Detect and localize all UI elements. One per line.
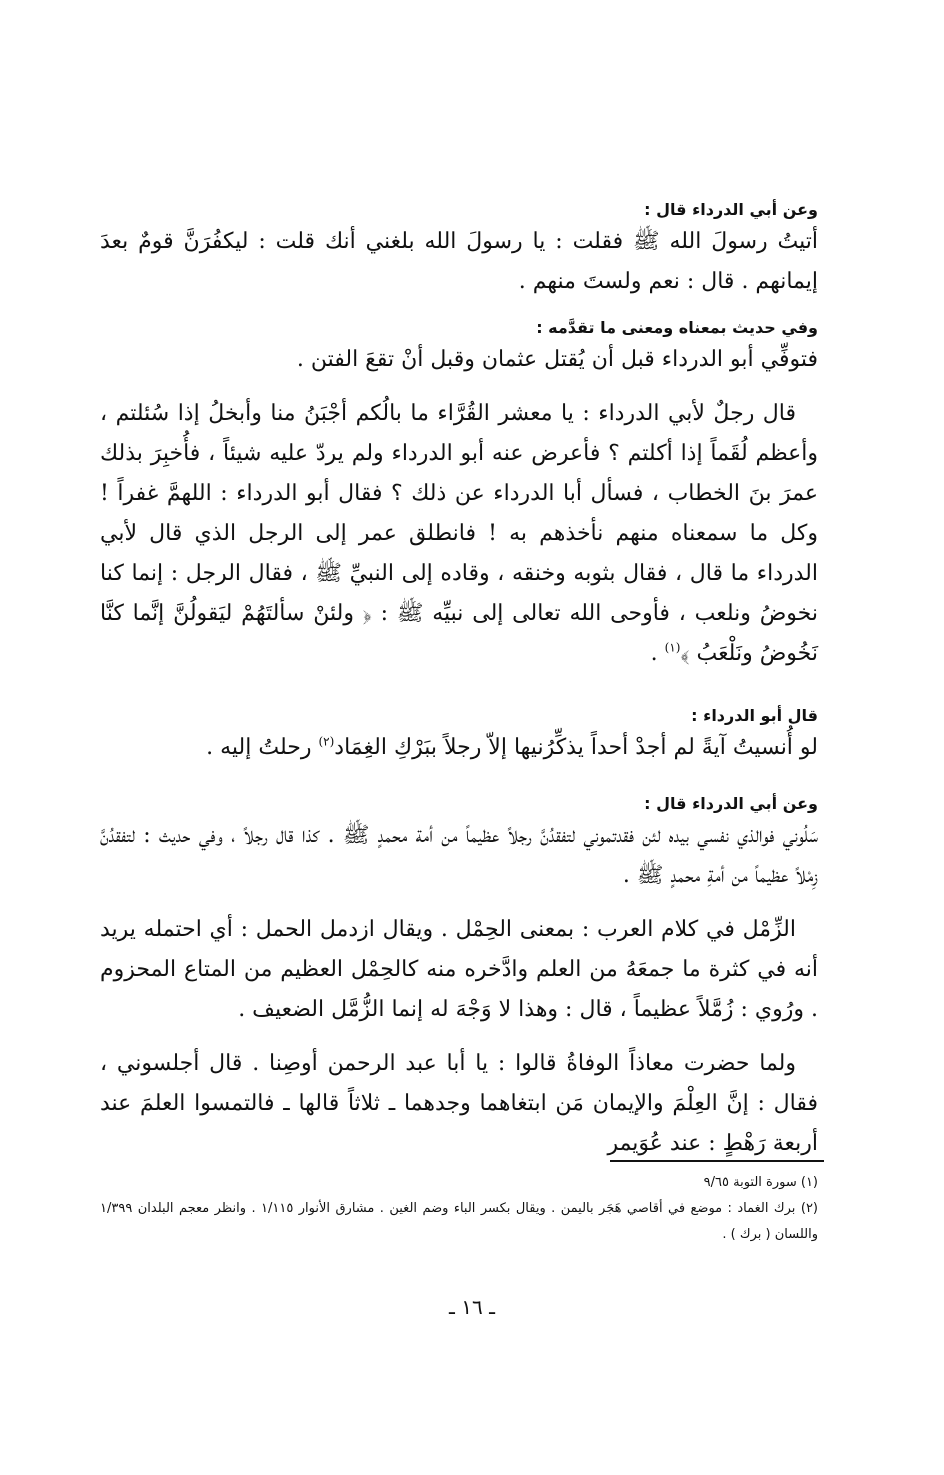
section-heading: وفي حديث بمعناه ومعنى ما تقدَّمه : <box>536 318 818 337</box>
narrative-text: قال رجلٌ لأبي الدرداء : يا معشر القُرَّاء ما بالُكم أجْبَنُ منا وأبخلُ إذا سُئلتم ، وأعظم لُقَماً إذا أكلتم ؟ فأعرض عنه أبو الدرداء ولم يردّ عليه شيئاً ، فأُخبِرَ بذلك عمرَ بنَ الخطاب ، فسأل أبا الدرداء عن ذلك ؟ فقال أبو الدرداء : اللهمَّ غفراً ! وكل ما سمعناه منهم نأخذهم به ! فانطلق عمر إلى الرجل الذي قال لأبي الدرداء ما قال ، فقال بثوبه وخنقه ، وقاده إلى النبيِّ ﷺ ، فقال الرجل : إنما كنا نخوضُ ونلعب ، فأوحى الله تعالى إلى نبيِّه ﷺ : <box>100 401 818 626</box>
footnote-divider <box>610 1160 824 1162</box>
footnote-ref: (١) <box>664 640 681 655</box>
quote-paragraph <box>100 728 818 768</box>
section-heading: وعن أبي الدرداء قال : <box>644 200 818 219</box>
footnote-ref: (٢) <box>318 734 335 749</box>
narrative-paragraph: ولما حضرت معاذاً الوفاةُ قالوا : يا أبا عبد الرحمن أوصِنا . قال أجلسوني ، فقال : إنَّ العِلْمَ والإيمان مَن ابتغاهما وجدهما ـ ثلاثاً قالها ـ فالتمسوا العلمَ عند أربعة رَهْطٍ : عند عُوَيمر <box>100 1051 818 1156</box>
hadith-text: فتوفِّي أبو الدرداء قبل أن يُقتل عثمان وقبل أنْ تقعَ الفتن . <box>296 347 818 372</box>
page-number: ـ ١٦ ـ <box>449 1295 495 1319</box>
narrative-tail: . <box>650 641 665 666</box>
section-heading: قال أبو الدرداء : <box>691 706 818 725</box>
page-body <box>100 198 818 1164</box>
hadith-text: أتيتُ رسولَ الله ﷺ فقلت : يا رسولَ الله بلغني أنك قلت : ليكفُرَنَّ قومٌ بعدَ إيمانهم . قال : نعم ولستَ منهم . <box>100 229 818 294</box>
footnote-2: (٢) برك الغماد : موضع في أقاصي هَجَر باليمن . ويقال بكسر الباء وضم الغين . مشارق الأنوار ١/١١٥ . وانظر معجم البلدان ١/٣٩٩ واللسان ( برك ) . <box>100 1201 818 1242</box>
section-heading: وعن أبي الدرداء قال : <box>644 794 818 813</box>
narrative-paragraph <box>100 394 818 674</box>
quran-verse: ﴿ ولئنْ سألتَهُمْ ليَقولُنَّ إنَّما كنَّا نَخُوضُ ونَلْعَبُ ﴾ <box>100 601 818 666</box>
footnotes <box>100 1170 818 1248</box>
explanation-paragraph: الزِّمْل في كلام العرب : بمعنى الحِمْل . ويقال ازدمل الحمل : أي احتمله يريد أنه في كثرة ما جمعَهُ من العلم وادَّخره منه كالحِمْل العظيم من المتاع المحزوم . ورُوي : زُمَّلاً عظيماً ، قال : وهذا لا وَجْهَ له إنما الزُّمَّل الضعيف . <box>100 917 818 1022</box>
quote-text: لو أُنسيتُ آيةً لم أجدْ أحداً يذكِّرُنيها إلاّ رجلاً ببَرْكِ الغِمَاد <box>334 735 818 760</box>
quote-text-end: رحلتُ إليه . <box>206 735 319 760</box>
footnote-1: (١) سورة التوبة ٩/٦٥ <box>703 1175 818 1190</box>
hadith-text: سَلُوني فوالذي نفسي بيده لئن فقدتموني لتفقدُنَّ رجلاً عظيماً من أمة محمدٍ ﷺ . كذا قال رجلاً ، وفي حديث : لتفقدُنَّ زِمْلاً عظيماً من أمةِ محمدٍ ﷺ . <box>100 823 818 888</box>
